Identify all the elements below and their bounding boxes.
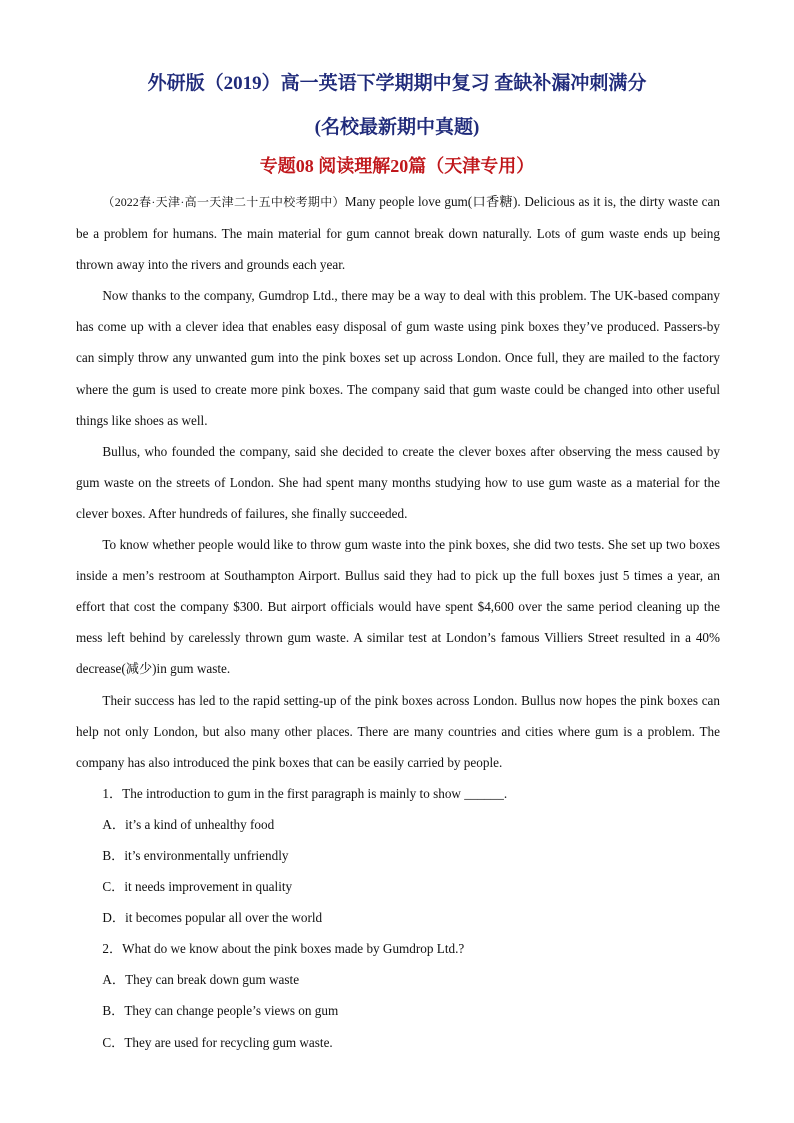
passage-paragraph-5: Their success has led to the rapid setting-up of the pink boxes across London. Bullus now hopes the pink boxes can help not only London, but also many other places. There are many countries and cities where gum is a problem. The company has also introduced the pink boxes that can be easily carried by people.: [76, 692, 720, 770]
question-1-option-b: B．it’s environmentally unfriendly: [102, 847, 289, 863]
passage-paragraph-1: [76, 186, 720, 280]
source-note: （2022春·天津·高一天津二十五中校考期中）: [102, 195, 345, 209]
passage-paragraph-3: Bullus, who founded the company, said she decided to create the clever boxes after observing the mess caused by gum waste on the streets of London. She had spent many months studying how to use gum waste as a material for the clever boxes. After hundreds of failures, she finally succeeded.: [76, 443, 720, 521]
question-1: 1．The introduction to gum in the first paragraph is mainly to show ______.: [102, 785, 508, 801]
question-1-option-a: A．it’s a kind of unhealthy food: [102, 816, 275, 832]
question-2-option-b: B．They can change people’s views on gum: [102, 1003, 339, 1019]
question-2: 2．What do we know about the pink boxes made by Gumdrop Ltd.?: [102, 941, 465, 957]
question-2-option-a: A．They can break down gum waste: [102, 972, 300, 988]
question-1-option-c: C．it needs improvement in quality: [102, 879, 293, 895]
passage-paragraph-2: Now thanks to the company, Gumdrop Ltd., there may be a way to deal with this problem. The UK-based company has come up with a clever idea that enables easy disposal of gum waste using pink boxes they’ve produced. Passers-by can simply throw any unwanted gum into the pink boxes set up across London. Once full, they are mailed to the factory where the gum is used to create more pink boxes. The company said that gum waste could be changed into other useful things like shoes as well.: [76, 288, 720, 428]
question-2-option-c: C．They are used for recycling gum waste.: [102, 1034, 333, 1050]
reading-passage: [76, 186, 720, 1058]
passage-paragraph-4: To know whether people would like to throw gum waste into the pink boxes, she did two tests. She set up two boxes inside a men’s restroom at Southampton Airport. Bullus said they had to pick up the full boxes just 5 times a year, an effort that cost the company $300. But airport officials would have spent $4,600 over the same period cleaning up the mess left behind by carelessly thrown gum waste. A similar test at London’s famous Villiers Street resulted in a 40% decrease(减少)in gum waste.: [76, 537, 720, 677]
doc-subtitle: (名校最新期中真题): [314, 117, 480, 138]
question-1-option-d: D．it becomes popular all over the world: [102, 910, 323, 926]
paragraph-text: Many people love gum(口香糖). Delicious as it is, the dirty waste can be a problem for humans. The main material for gum cannot break down naturally. Lots of gum waste ends up being thrown away into the rivers and grounds each year.: [76, 194, 720, 273]
doc-title: 外研版（2019）高一英语下学期期中复习 查缺补漏冲刺满分: [147, 73, 647, 94]
topic-heading: 专题08 阅读理解20篇（天津专用）: [259, 156, 535, 176]
